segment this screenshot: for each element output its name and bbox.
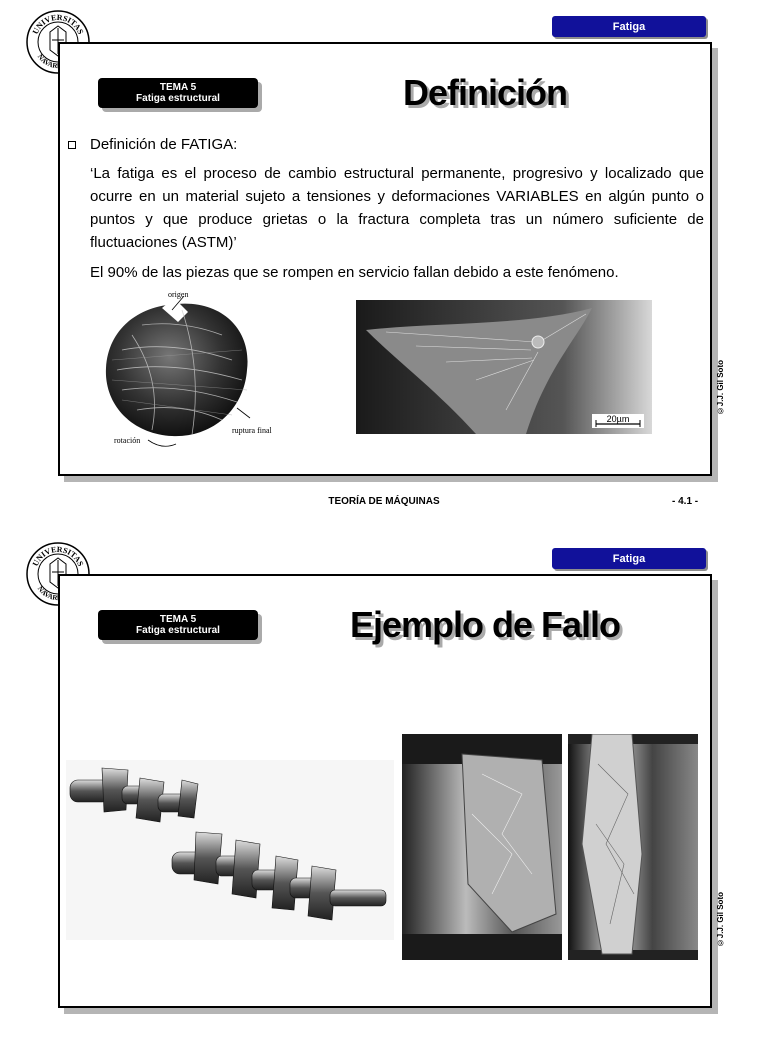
author-credit: ©J.J. Gil Soto	[716, 892, 725, 948]
origin-label: origen	[168, 290, 189, 299]
fatigue-fracture-surface-figure	[92, 290, 282, 455]
rotation-label: rotación	[114, 436, 141, 445]
slide-title: Definición	[402, 72, 567, 113]
topic-number: TEMA 5	[159, 614, 197, 625]
topic-number: TEMA 5	[159, 82, 197, 93]
slide-title: Ejemplo de Fallo	[349, 604, 621, 645]
seal-top-text: UNIVERSITAS	[30, 12, 86, 36]
topic-badge	[98, 78, 258, 108]
seal-bottom-text: NAVAR	[35, 52, 59, 71]
author-credit: ©J.J. Gil Soto	[716, 360, 725, 416]
slide-page-1	[0, 0, 768, 512]
section-tab: Fatiga	[552, 548, 706, 569]
topic-badge	[98, 610, 258, 640]
scale-bar-label: 20µm	[606, 414, 630, 424]
checkbox-bullet-icon	[68, 141, 76, 149]
topic-name: Fatiga estructural	[136, 625, 220, 636]
footer-course-title: TEORÍA DE MÁQUINAS	[328, 496, 440, 507]
statistic-text: El 90% de las piezas que se rompen en servicio fallan debido a este fenómeno.	[90, 264, 619, 281]
shaft-fracture-photos	[402, 734, 698, 960]
definition-quote: ‘La fatiga es el proceso de cambio estructural permanente, progresivo y localizado que ocurre en un material sujeto a tensiones y deformaciones VARIABLES en algún punto o puntos y que produce grietas o la fractura completa tras un número suficiente de fluctuaciones (ASTM)’	[90, 165, 704, 251]
sem-micrograph-figure	[356, 300, 652, 434]
definition-label: Definición de FATIGA:	[90, 136, 238, 153]
crankshaft-photo	[66, 760, 394, 940]
page-number: - 4.1 -	[672, 496, 699, 507]
seal-top-text: UNIVERSITAS	[30, 544, 86, 568]
seal-bottom-text: NAVAR	[35, 584, 59, 603]
topic-name: Fatiga estructural	[136, 93, 220, 104]
final-rupture-label: ruptura final	[232, 426, 272, 435]
section-tab: Fatiga	[552, 16, 706, 37]
